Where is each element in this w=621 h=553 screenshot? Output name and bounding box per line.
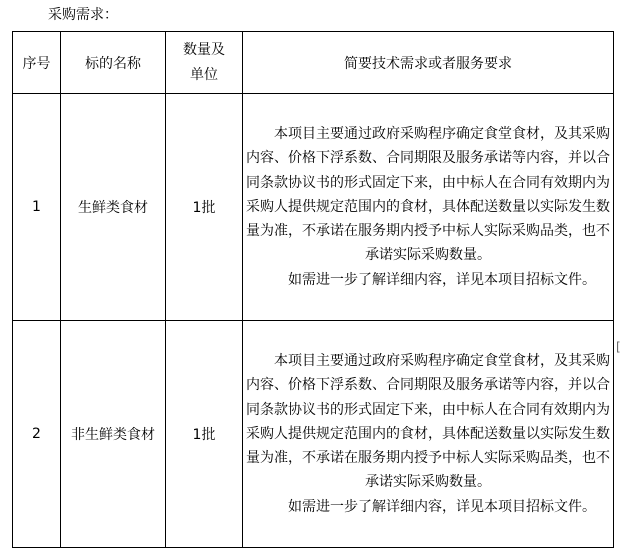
header-quantity-unit [166, 32, 243, 94]
procurement-requirements-table [12, 31, 614, 548]
requirements-note: 如需进一步了解详细内容，详见本项目招标文件。 [288, 498, 596, 515]
requirements-note: 如需进一步了解详细内容，详见本项目招标文件。 [288, 271, 596, 288]
table-row [13, 321, 614, 548]
requirements-paragraph: 本项目主要通过政府采购程序确定食堂食材，及其采购内容、价格下浮系数、合同期限及服务承诺等内容，并以合同条款协议书的形式固定下来，由中标人在合同有效期内为采购人提供规定范围内的食材，具体配送数量以实际发生数量为准，不承诺在服务期内授予中标人实际采购品类，也不承诺实际采购数量。 [246, 352, 610, 491]
edge-bracket-mark: [ [616, 340, 621, 354]
table-row [13, 94, 614, 321]
row-item-name: 生鲜类食材 [61, 94, 166, 321]
row-requirements [243, 321, 614, 548]
header-seq: 序号 [13, 32, 61, 94]
header-requirements: 简要技术需求或者服务要求 [243, 32, 614, 94]
row-seq: 1 [13, 94, 61, 321]
header-quantity-line1: 数量及 [183, 41, 225, 58]
row-quantity: 1批 [166, 321, 243, 548]
header-quantity-line2: 单位 [190, 66, 218, 83]
row-seq: 2 [13, 321, 61, 548]
row-requirements [243, 94, 614, 321]
row-quantity: 1批 [166, 94, 243, 321]
section-heading: 采购需求： [48, 7, 118, 23]
requirements-paragraph: 本项目主要通过政府采购程序确定食堂食材，及其采购内容、价格下浮系数、合同期限及服务承诺等内容，并以合同条款协议书的形式固定下来，由中标人在合同有效期内为采购人提供规定范围内的食材，具体配送数量以实际发生数量为准，不承诺在服务期内授予中标人实际采购品类，也不承诺实际采购数量。 [246, 125, 610, 264]
table-header-row [13, 32, 614, 94]
row-item-name: 非生鲜类食材 [61, 321, 166, 548]
header-item-name: 标的名称 [61, 32, 166, 94]
